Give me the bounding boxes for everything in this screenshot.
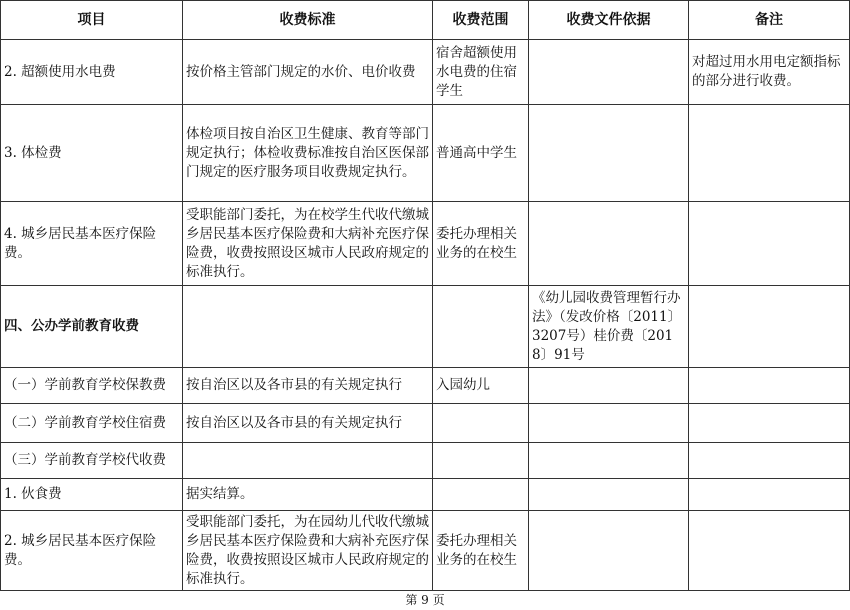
cell-basis (529, 479, 689, 511)
cell-standard: 按自治区以及各市县的有关规定执行 (183, 404, 433, 443)
table-row (1, 105, 850, 202)
cell-basis (529, 105, 689, 202)
cell-standard (183, 286, 433, 368)
cell-remark (689, 105, 850, 202)
cell-basis (529, 368, 689, 404)
cell-item: （二）学前教育学校住宿费 (1, 404, 183, 443)
header-remark: 备注 (689, 1, 850, 40)
header-scope: 收费范围 (433, 1, 529, 40)
cell-remark (689, 443, 850, 479)
cell-item: 3. 体检费 (1, 105, 183, 202)
cell-standard (183, 443, 433, 479)
table-row (1, 40, 850, 105)
cell-scope (433, 443, 529, 479)
cell-scope (433, 286, 529, 368)
header-standard: 收费标准 (183, 1, 433, 40)
cell-remark (689, 404, 850, 443)
cell-basis (529, 511, 689, 591)
cell-item: （三）学前教育学校代收费 (1, 443, 183, 479)
cell-scope: 委托办理相关业务的在校生 (433, 511, 529, 591)
cell-item: 2. 城乡居民基本医疗保险费。 (1, 511, 183, 591)
table-row (1, 479, 850, 511)
cell-standard: 据实结算。 (183, 479, 433, 511)
cell-standard: 体检项目按自治区卫生健康、教育等部门规定执行；体检收费标准按自治区医保部门规定的医疗服务项目收费规定执行。 (183, 105, 433, 202)
cell-basis (529, 443, 689, 479)
cell-basis (529, 40, 689, 105)
cell-basis (529, 202, 689, 286)
cell-item: 4. 城乡居民基本医疗保险费。 (1, 202, 183, 286)
cell-remark (689, 202, 850, 286)
table-header-row (1, 1, 850, 40)
cell-scope (433, 479, 529, 511)
cell-basis (529, 404, 689, 443)
cell-standard: 受职能部门委托，为在校学生代收代缴城乡居民基本医疗保险费和大病补充医疗保险费，收费按照设区城市人民政府规定的标准执行。 (183, 202, 433, 286)
cell-item: 1. 伙食费 (1, 479, 183, 511)
table-row (1, 286, 850, 368)
cell-remark (689, 368, 850, 404)
cell-item-section: 四、公办学前教育收费 (1, 286, 183, 368)
cell-item: 2. 超额使用水电费 (1, 40, 183, 105)
cell-remark (689, 511, 850, 591)
table-row (1, 202, 850, 286)
cell-remark (689, 286, 850, 368)
cell-scope: 委托办理相关业务的在校生 (433, 202, 529, 286)
cell-standard: 按自治区以及各市县的有关规定执行 (183, 368, 433, 404)
cell-standard: 按价格主管部门规定的水价、电价收费 (183, 40, 433, 105)
cell-remark: 对超过用水用电定额指标的部分进行收费。 (689, 40, 850, 105)
header-item: 项目 (1, 1, 183, 40)
cell-scope (433, 404, 529, 443)
header-basis: 收费文件依据 (529, 1, 689, 40)
cell-standard: 受职能部门委托，为在园幼儿代收代缴城乡居民基本医疗保险费和大病补充医疗保险费，收费按照设区城市人民政府规定的标准执行。 (183, 511, 433, 591)
table-row (1, 368, 850, 404)
cell-remark (689, 479, 850, 511)
cell-basis: 《幼儿园收费管理暂行办法》（发改价格〔2011〕3207号）桂价费〔2018〕91号 (529, 286, 689, 368)
cell-scope: 宿舍超额使用水电费的住宿学生 (433, 40, 529, 105)
table-row (1, 404, 850, 443)
cell-scope: 普通高中学生 (433, 105, 529, 202)
page-number: 第 9 页 (405, 593, 445, 607)
table-row (1, 443, 850, 479)
cell-scope: 入园幼儿 (433, 368, 529, 404)
cell-item: （一）学前教育学校保教费 (1, 368, 183, 404)
table-row (1, 511, 850, 591)
